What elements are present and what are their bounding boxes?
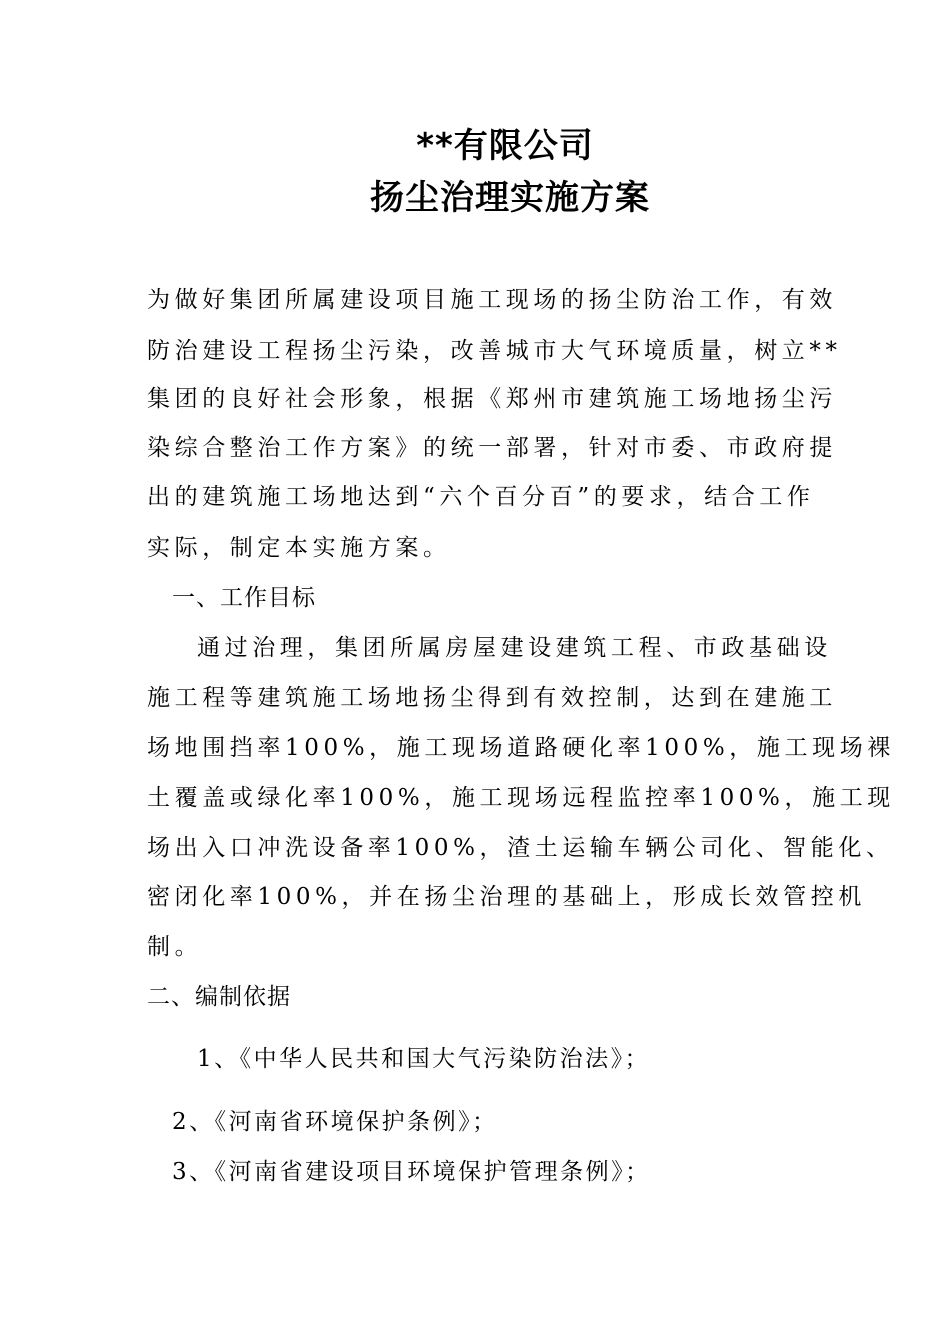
intro-line: 染综合整治工作方案》的统一部署，针对市委、市政府提 [147,435,837,461]
document-title-company: **有限公司 [416,126,594,166]
basis-list-item: 2、《河南省环境保护条例》； [172,1109,498,1135]
section-heading-goals: 一、工作目标 [172,585,316,611]
goals-line: 场出入口冲洗设备率100%，渣土运输车辆公司化、智能化、 [147,835,894,861]
intro-line: 防治建设工程扬尘污染，改善城市大气环境质量，树立** [147,338,842,364]
goals-line: 施工程等建筑施工场地扬尘得到有效控制，达到在建施工 [147,685,837,711]
goals-line: 通过治理，集团所属房屋建设建筑工程、市政基础设 [197,635,832,661]
basis-list-item: 1、《中华人民共和国大气污染防治法》； [197,1046,651,1072]
goals-line: 场地围挡率100%，施工现场道路硬化率100%，施工现场裸 [147,735,895,761]
document-title-plan: 扬尘治理实施方案 [370,178,650,218]
goals-line: 制。 [147,934,203,960]
goals-line: 密闭化率100%，并在扬尘治理的基础上，形成长效管控机 [147,884,866,910]
section-heading-basis: 二、编制依据 [147,984,291,1010]
intro-line: 为做好集团所属建设项目施工现场的扬尘防治工作，有效 [147,287,837,313]
intro-line: 出的建筑施工场地达到“六个百分百”的要求，结合工作 [147,484,815,510]
basis-list-item: 3、《河南省建设项目环境保护管理条例》； [172,1159,651,1185]
goals-line: 土覆盖或绿化率100%，施工现场远程监控率100%，施工现 [147,785,895,811]
intro-line: 集团的良好社会形象，根据《郑州市建筑施工场地扬尘污 [147,386,837,412]
intro-line: 实际，制定本实施方案。 [147,535,451,561]
